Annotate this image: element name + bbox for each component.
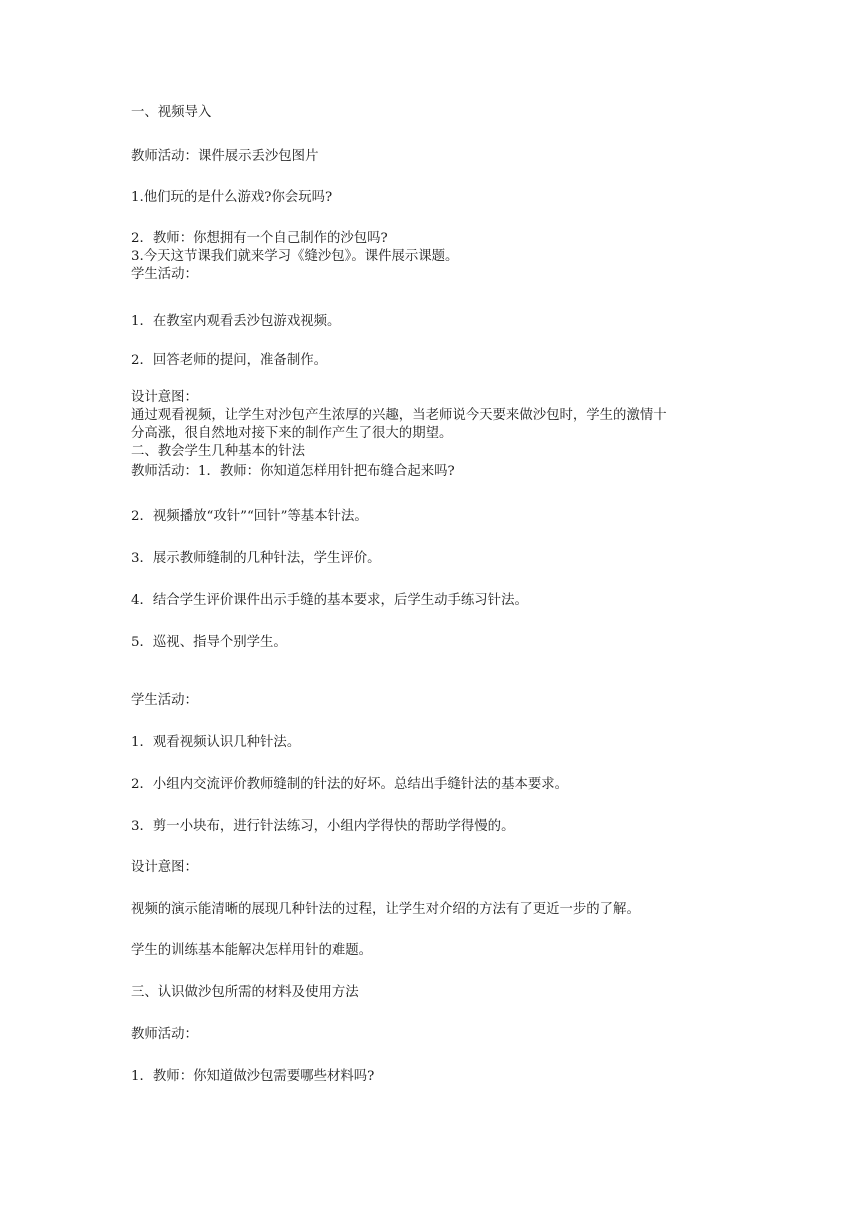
teacher-step-4: 4．结合学生评价课件出示手缝的基本要求，后学生动手练习针法。 <box>131 593 528 608</box>
teacher-activity-label-3: 教师活动： <box>131 1027 198 1042</box>
teacher-step-1c: 1．教师：你知道做沙包需要哪些材料吗? <box>131 1069 375 1084</box>
teacher-step-5: 5．巡视、指导个别学生。 <box>131 635 287 650</box>
student-step-2: 2．回答老师的提问，准备制作。 <box>131 353 327 368</box>
teacher-activity-step-1: 教师活动：1．教师：你知道怎样用针把布缝合起来吗? <box>131 464 455 479</box>
design-intent-label: 设计意图： <box>131 390 198 405</box>
design-intent-label-2: 设计意图： <box>131 860 198 875</box>
teacher-step-3: 3．展示教师缝制的几种针法，学生评价。 <box>131 551 381 566</box>
student-activity-label: 学生活动： <box>131 267 198 282</box>
student-step-2b: 2．小组内交流评价教师缝制的针法的好坏。总结出手缝针法的基本要求。 <box>131 777 569 792</box>
teacher-activity-label: 教师活动：课件展示丢沙包图片 <box>131 149 319 164</box>
design-intent-text-line-2: 分高涨，很自然地对接下来的制作产生了很大的期望。 <box>131 426 453 441</box>
question-1: 1.他们玩的是什么游戏?你会玩吗? <box>131 190 333 205</box>
student-step-3b: 3．剪一小块布，进行针法练习，小组内学得快的帮助学得慢的。 <box>131 819 515 834</box>
student-step-1: 1．在教室内观看丢沙包游戏视频。 <box>131 314 341 329</box>
design-intent-text-2: 视频的演示能清晰的展现几种针法的过程，让学生对介绍的方法有了更近一步的了解。 <box>131 902 640 917</box>
design-intent-text-line-1: 通过观看视频，让学生对沙包产生浓厚的兴趣，当老师说今天要来做沙包时，学生的激情十 <box>131 408 667 423</box>
question-2: 2．教师：你想拥有一个自己制作的沙包吗? <box>131 231 388 246</box>
section-heading-materials: 三、认识做沙包所需的材料及使用方法 <box>131 985 359 1000</box>
design-intent-text-3: 学生的训练基本能解决怎样用针的难题。 <box>131 943 373 958</box>
student-step-1b: 1．观看视频认识几种针法。 <box>131 735 301 750</box>
section-heading-stitches: 二、教会学生几种基本的针法 <box>131 444 306 459</box>
question-3: 3.今天这节课我们就来学习《缝沙包》。课件展示课题。 <box>131 249 459 264</box>
teacher-step-2: 2．视频播放“攻针”“回针”等基本针法。 <box>131 509 368 524</box>
section-heading-video-intro: 一、视频导入 <box>131 105 212 120</box>
student-activity-label-2: 学生活动： <box>131 693 198 708</box>
